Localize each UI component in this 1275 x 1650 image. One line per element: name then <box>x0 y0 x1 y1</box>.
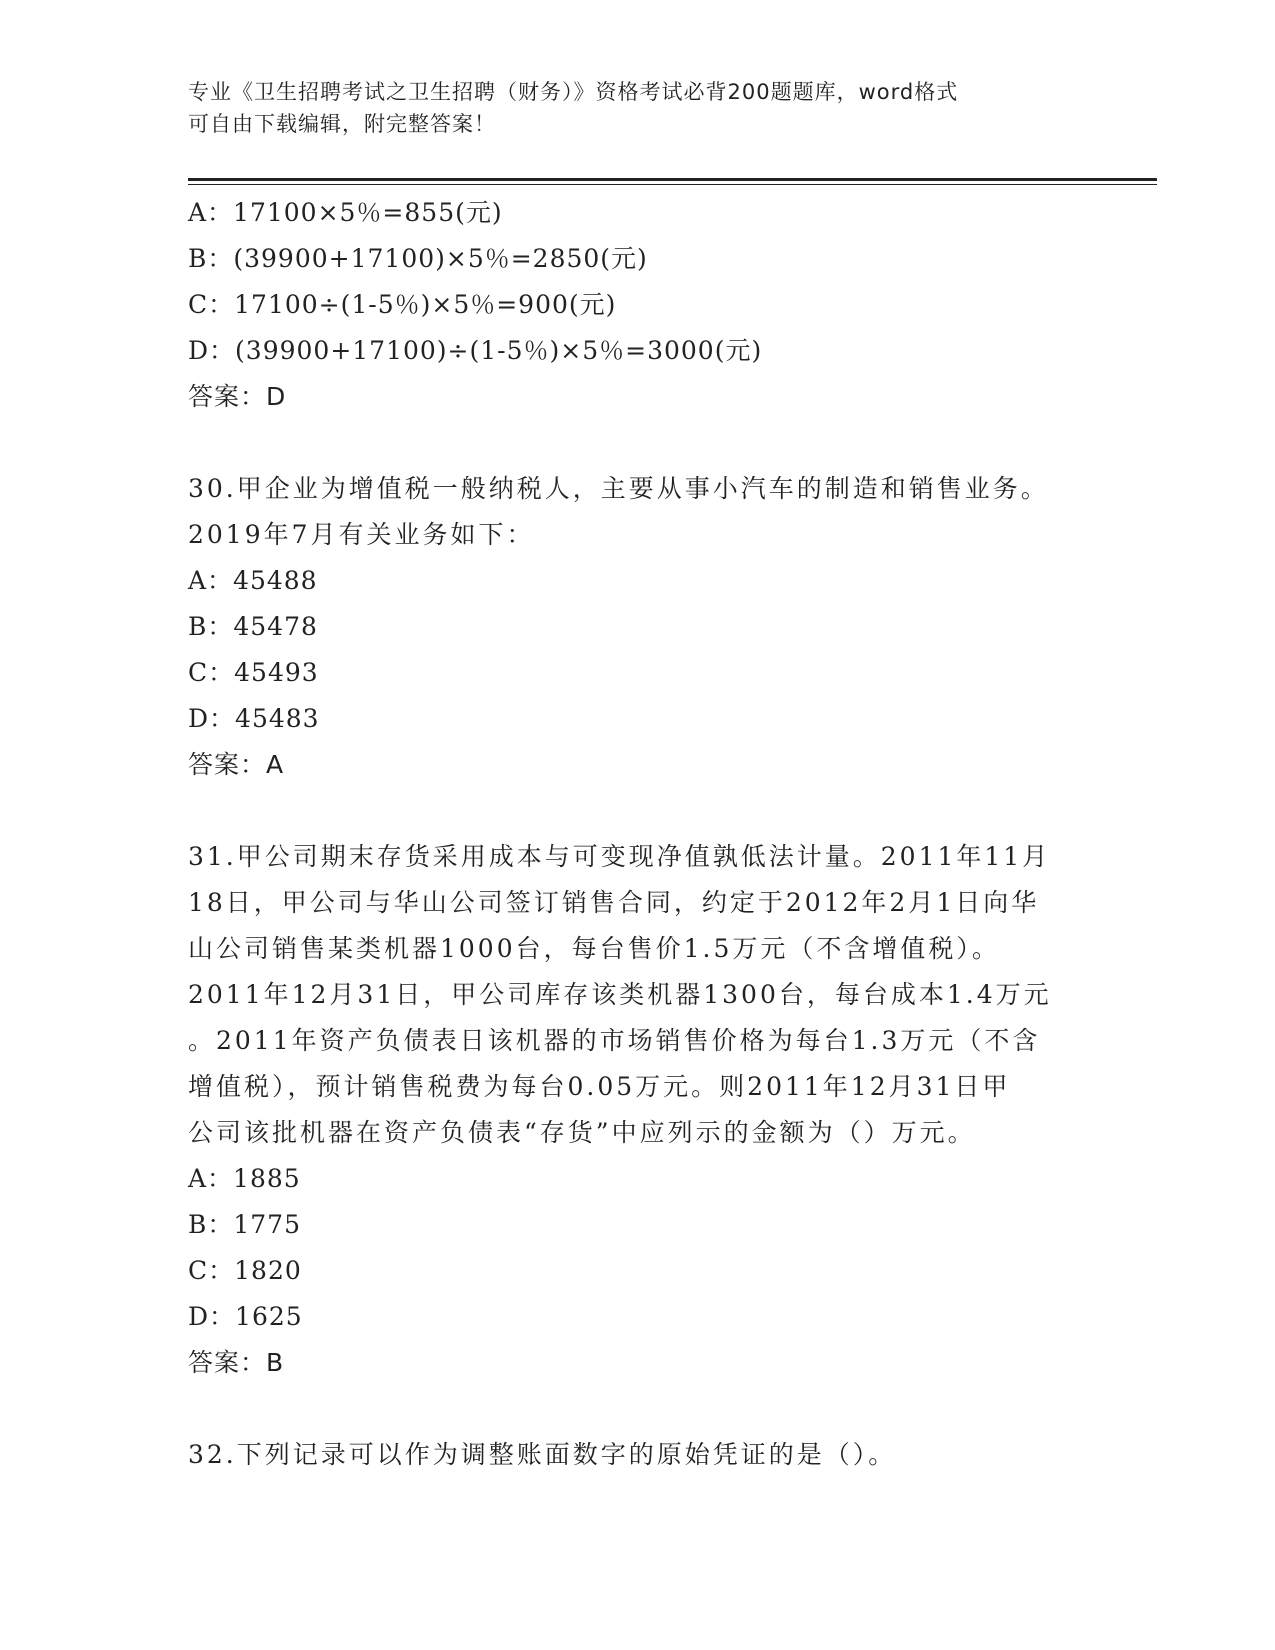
spacer <box>188 788 1088 834</box>
option-a: A：45488 <box>188 566 318 595</box>
answer-line: 答案：B <box>188 1348 285 1377</box>
question-stem-line: 2019年7月有关业务如下： <box>188 520 535 549</box>
question-stem-line: 31.甲公司期末存货采用成本与可变现净值孰低法计量。2011年11月 <box>188 842 1051 871</box>
spacer <box>188 420 1088 466</box>
option-d: D：45483 <box>188 704 320 733</box>
question-stem-line: 30.甲企业为增值税一般纳税人，主要从事小汽车的制造和销售业务。 <box>188 474 1049 503</box>
header-line-1: 专业《卫生招聘考试之卫生招聘（财务）》资格考试必背200题题库，word格式 <box>188 80 959 104</box>
option-b: B：1775 <box>188 1210 301 1239</box>
option-d: D：(39900+17100)÷(1-5％)×5％=3000(元) <box>188 336 763 365</box>
answer-line: 答案：D <box>188 382 287 411</box>
question-stem-line: 山公司销售某类机器1000台，每台售价1.5万元（不含增值税）。 <box>188 934 1000 963</box>
option-b: B：(39900+17100)×5％=2850(元) <box>188 244 648 273</box>
question-stem-line: 。2011年资产负债表日该机器的市场销售价格为每台1.3万元（不含 <box>188 1026 1041 1055</box>
question-stem-line: 2011年12月31日，甲公司库存该类机器1300台，每台成本1.4万元 <box>188 980 1052 1009</box>
header-divider-thin <box>188 184 1157 185</box>
question-29 <box>188 190 1088 420</box>
document-header <box>188 76 1068 140</box>
option-c: C：45493 <box>188 658 319 687</box>
question-30 <box>188 466 1088 788</box>
question-stem-line: 32.下列记录可以作为调整账面数字的原始凭证的是（）。 <box>188 1440 897 1469</box>
question-stem-line: 公司该批机器在资产负债表“存货”中应列示的金额为（）万元。 <box>188 1118 976 1147</box>
option-c: C：17100÷(1-5％)×5％=900(元) <box>188 290 617 319</box>
option-a: A：1885 <box>188 1164 301 1193</box>
option-d: D：1625 <box>188 1302 303 1331</box>
answer-line: 答案：A <box>188 750 285 779</box>
question-32 <box>188 1432 1088 1478</box>
option-b: B：45478 <box>188 612 318 641</box>
header-divider-thick <box>188 178 1157 181</box>
header-line-2: 可自由下载编辑，附完整答案！ <box>188 112 496 136</box>
question-stem-line: 增值税），预计销售税费为每台0.05万元。则2011年12月31日甲 <box>188 1072 1011 1101</box>
spacer <box>188 1386 1088 1432</box>
question-stem-line: 18日，甲公司与华山公司签订销售合同，约定于2012年2月1日向华 <box>188 888 1040 917</box>
question-31 <box>188 834 1088 1386</box>
option-c: C：1820 <box>188 1256 302 1285</box>
option-a: A：17100×5％=855(元) <box>188 198 503 227</box>
question-list <box>188 190 1088 1478</box>
